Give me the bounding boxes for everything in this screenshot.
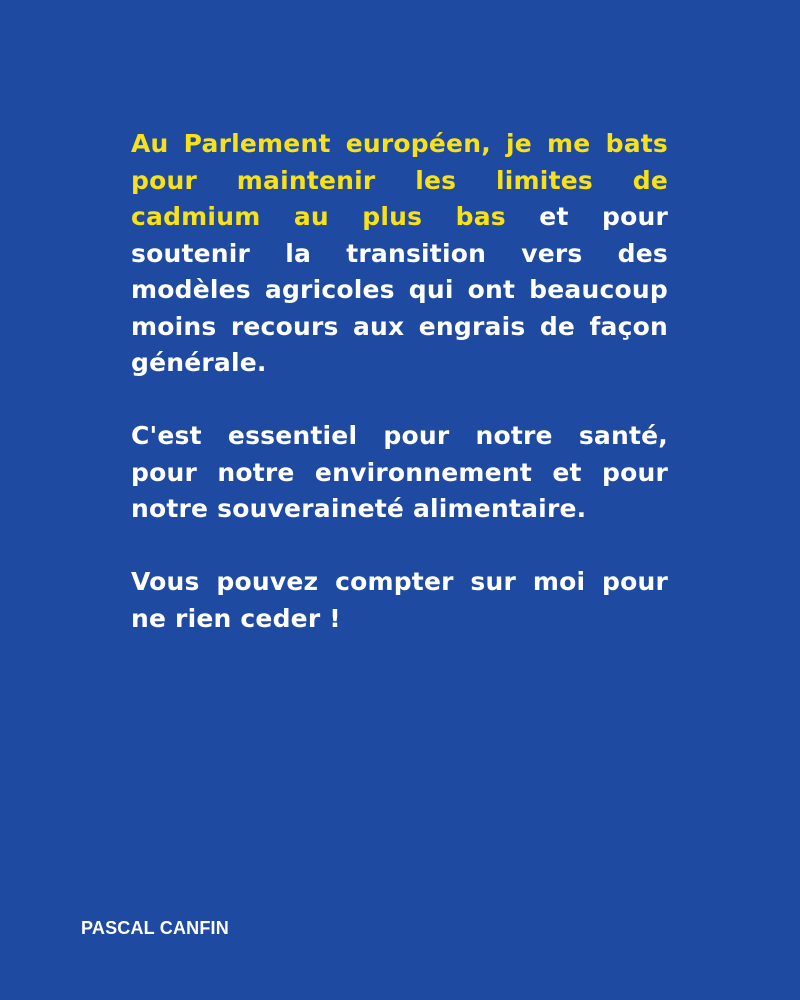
paragraph-3: Vous pouvez compter sur moi pour ne rien ceder ! — [131, 567, 668, 633]
paragraph-2: C'est essentiel pour notre santé, pour notre environnement et pour notre souveraineté alimentaire. — [131, 421, 668, 523]
paragraph-1 — [131, 126, 668, 382]
highlighted-statement: Au Parlement européen, je me bats pour maintenir les limites de cadmium au plus bas — [131, 129, 668, 231]
paragraph-1-rest: et pour soutenir la transition vers des modèles agricoles qui ont beaucoup moins recours aux engrais de façon générale. — [131, 202, 668, 377]
post-text — [131, 126, 668, 674]
author-signature: PASCAL CANFIN — [81, 918, 229, 938]
